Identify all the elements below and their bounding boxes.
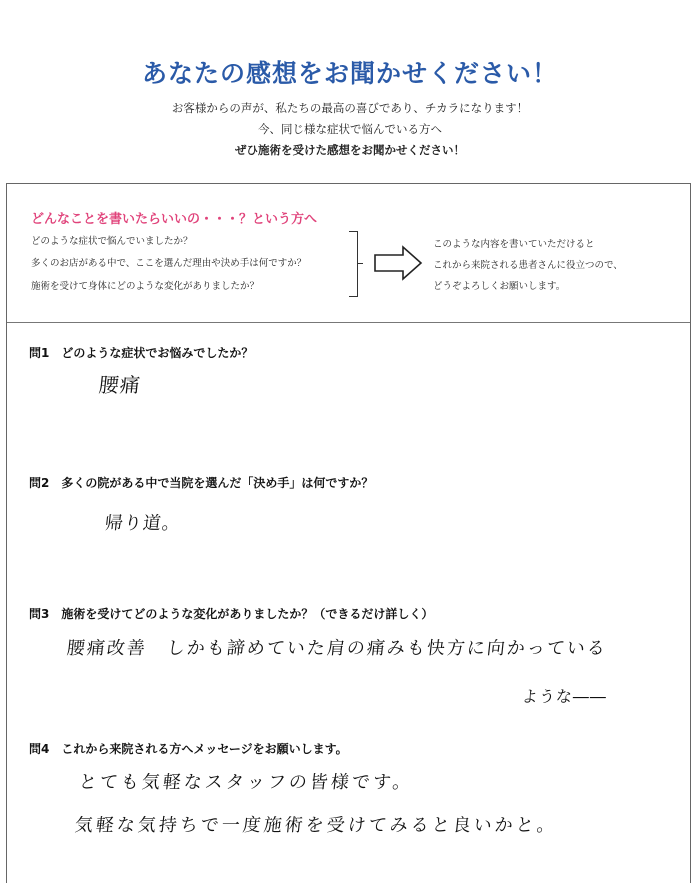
question-3-label: 問3 施術を受けてどのような変化がありましたか？（できるだけ詳しく）	[29, 607, 434, 621]
question-2-label: 問2 多くの院がある中で当院を選んだ「決め手」は何ですか？	[29, 476, 374, 490]
intro-line-2: 今、同じ様な症状で悩んでいる方へ	[258, 122, 442, 136]
guide-question: 多くのお店がある中で、ここを選んだ理由や決め手は何ですか？	[31, 258, 307, 269]
intro-line-1: お客様からの声が、私たちの最高の喜びであり、チカラになります！	[171, 101, 529, 115]
right-arrow-icon	[373, 245, 423, 281]
guide-answer: このような内容を書いていただけると	[433, 239, 595, 250]
bracket-tick	[357, 263, 363, 264]
question-3-answer-line-2: ような――	[520, 687, 608, 706]
question-1-answer: 腰痛	[97, 373, 143, 397]
guide-answer: どうぞよろしくお願いします。	[433, 281, 566, 292]
bracket-divider	[349, 231, 358, 297]
question-3-answer-line-1: 腰痛改善 しかも諦めていた肩の痛みも快方に向かっている	[65, 638, 608, 659]
guide-section	[7, 184, 690, 323]
guide-question: どのような症状で悩んでいましたか？	[31, 236, 193, 247]
page-title: あなたの感想をお聞かせください！	[141, 59, 558, 88]
question-1-label: 問1 どのような症状でお悩みでしたか？	[29, 346, 254, 360]
question-4-answer-line-2: 気軽な気持ちで一度施術を受けてみると良いかと。	[73, 815, 559, 836]
guide-answer: これから来院される患者さんに役立つので、	[433, 260, 623, 271]
guide-title: どんなことを書いたらいいの・・・？という方へ	[31, 212, 318, 227]
question-4-label: 問4 これから来院される方へメッセージをお願いします。	[29, 742, 348, 756]
survey-form	[6, 183, 691, 883]
question-2-answer: 帰り道。	[103, 513, 182, 534]
intro-line-3: ぜひ施術を受けた感想をお聞かせください！	[235, 143, 465, 157]
question-4-answer-line-1: とても気軽なスタッフの皆様です。	[77, 772, 415, 793]
guide-question: 施術を受けて身体にどのような変化がありましたか？	[31, 281, 260, 292]
